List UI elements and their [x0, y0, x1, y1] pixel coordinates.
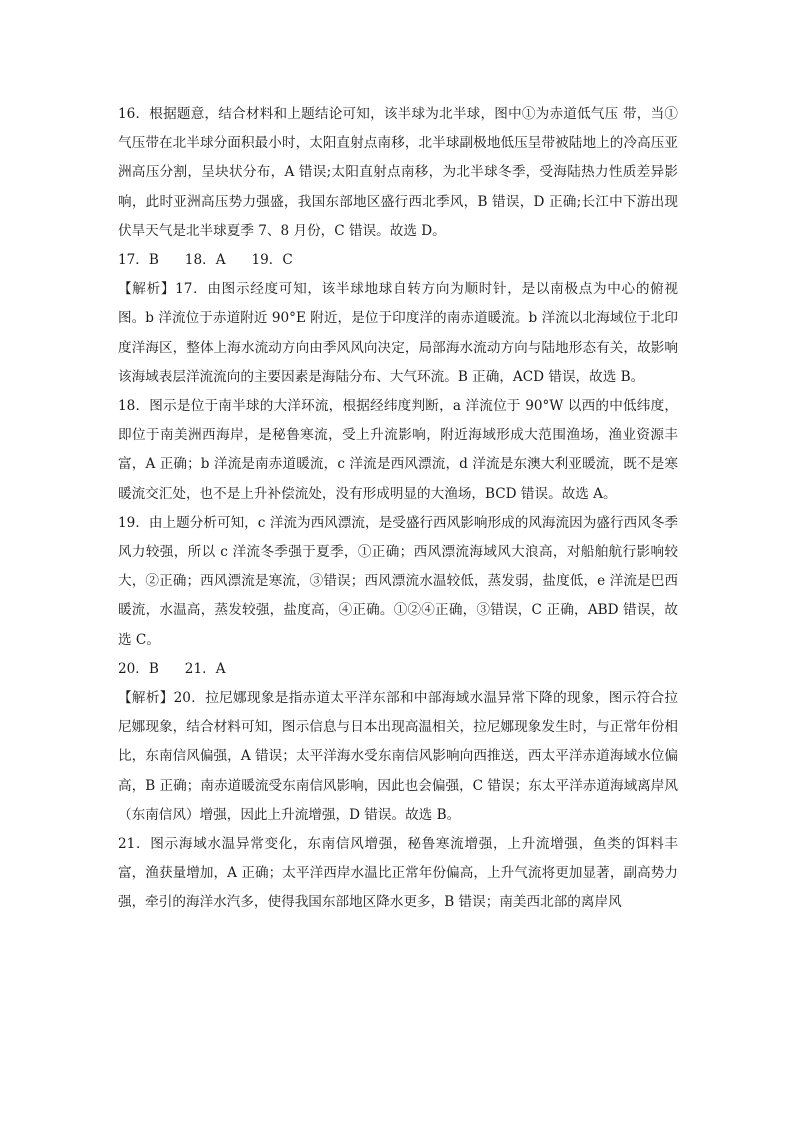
q16-analysis-paragraph: 16．根据题意，结合材料和上题结论可知，该半球为北半球，图中①为赤道低气压 带，当①气压带在北半球分面积最小时，太阳直射点南移，北半球副极地低压呈带被陆地上的冷高压亚洲高压分割，呈块状分布，A 错误;太阳直射点南移，为北半球冬季，受海陆热力性质差异影响，此时亚洲高压势力强盛，我国东部地区盛行西北季风，B 错误，D 正确;长江中下游出现伏旱天气是北半球夏季 7、8 月份，C 错误。故选 D。	[118, 106, 678, 239]
q21-analysis-paragraph: 21．图示海域水温异常变化，东南信风增强，秘鲁寒流增强，上升流增强，鱼类的饵料丰富，渔获量增加，A 正确；太平洋西岸水温比正常年份偏高，上升气流将更加显著，副高势力强，牵引的海洋水汽多，使得我国东部地区降水更多，B 错误；南美西北部的离岸风	[118, 836, 678, 911]
document-page	[118, 100, 678, 918]
q20-analysis-paragraph: 【解析】20．拉尼娜现象是指赤道太平洋东部和中部海域水温异常下降的现象，图示符合拉尼娜现象，结合材料可知，图示信息与日本出现高温相关，拉尼娜现象发生时，与正常年份相比，东南信风偏强，A 错误；太平洋海水受东南信风影响向西推送，西太平洋赤道海域水位偏高，B 正确；南赤道暖流受东南信风影响，因此也会偏强，C 错误；东太平洋赤道海域离岸风（东南信风）增强，因此上升流增强，D 错误。故选 B。	[118, 690, 678, 823]
answers-20-21-line: 20．B 21．A	[118, 660, 226, 677]
q17-analysis-paragraph: 【解析】17．由图示经度可知，该半球地球自转方向为顺时针，是以南极点为中心的俯视图。b 洋流位于赤道附近 90°E 附近，是位于印度洋的南赤道暖流。b 洋流以北海域位于北印度洋海区，整体上海水流动方向由季风风向决定，局部海水流动方向与陆地形态有关，故影响该海域表层洋流流向的主要因素是海陆分布、大气环流。B 正确，ACD 错误，故选 B。	[118, 281, 678, 385]
q19-analysis-paragraph: 19．由上题分析可知，c 洋流为西风漂流，是受盛行西风影响形成的风海流因为盛行西风冬季风力较强，所以 c 洋流冬季强于夏季，①正确；西风漂流海域风大浪高，对船舶航行影响较大，②正确；西风漂流是寒流，③错误；西风漂流水温较低，蒸发弱，盐度低，e 洋流是巴西暖流，水温高，蒸发较强，盐度高，④正确。①②④正确，③错误，C 正确，ABD 错误，故选 C。	[118, 514, 678, 648]
q18-analysis-paragraph: 18．图示是位于南半球的大洋环流，根据经纬度判断，a 洋流位于 90°W 以西的中低纬度，即位于南美洲西海岸，是秘鲁寒流，受上升流影响，附近海域形成大范围渔场，渔业资源丰富，A 正确；b 洋流是南赤道暖流，c 洋流是西风漂流，d 洋流是东澳大利亚暖流，既不是寒暖流交汇处，也不是上升补偿流处，没有形成明显的大渔场，BCD 错误。故选 A。	[118, 398, 678, 502]
answers-17-19-line: 17．B 18．A 19．C	[118, 252, 293, 269]
